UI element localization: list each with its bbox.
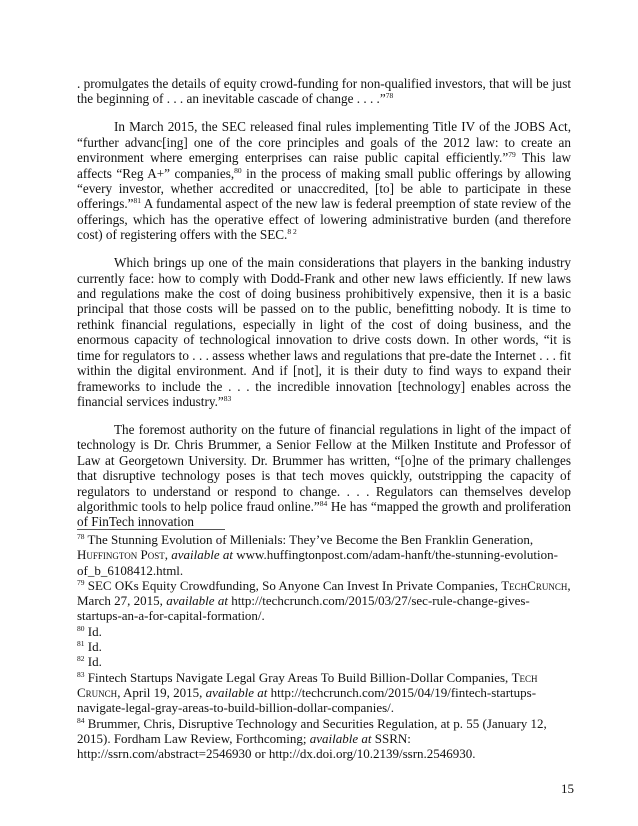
footnote-78: [77, 532, 571, 578]
footnote-text: Id.: [84, 639, 102, 655]
footnote-text: The Stunning Evolution of Millenials: They’ve Become the Ben Franklin Generation,: [84, 532, 534, 547]
footnotes: [77, 532, 571, 761]
footnote-available-at: available at: [309, 730, 372, 746]
footnote-separator: [77, 529, 225, 530]
paragraph-text: A fundamental aspect of the new law is federal preemption of state review of the offerings, which has the operative effect of lowering administrative burden (and therefore cost) of registering offers with the SEC.: [77, 196, 571, 243]
footnote-number: 82: [77, 654, 85, 664]
footnote-81: [77, 639, 571, 654]
footnote-80: [77, 624, 571, 639]
footnote-84: [77, 716, 571, 762]
footnote-number: 81: [77, 639, 85, 649]
footnote-ref-80[interactable]: 80: [234, 165, 242, 175]
footnote-text: , March 27, 2015,: [77, 577, 571, 609]
footnote-link[interactable]: http://techcrunch.com/2015/04/19/fintech-startups-navigate-legal-gray-areas-to-build-billion-dollar-companies/.: [77, 684, 537, 716]
paragraph-text: This law affects “Reg A+” companies,: [77, 150, 571, 181]
paragraph-text: In March 2015, the SEC released final rules implementing Title IV of the JOBS Act, “further advanc[ing] one of the core principles and goals of the 2012 law: to create an environment where emerging enterprises can raise public capital efficiently.”: [77, 119, 571, 166]
footnote-available-at: available at: [166, 593, 228, 609]
footnote-ref-79[interactable]: 79: [508, 150, 516, 160]
footnote-text: SEC OKs Equity Crowdfunding, So Anyone Can Invest In Private Companies,: [84, 577, 502, 593]
footnote-number: 79: [77, 577, 85, 587]
page-number: 15: [561, 781, 574, 796]
footnote-available-at: available at: [171, 547, 233, 563]
paragraph-text: He has “mapped the growth and proliferation of FinTech innovation: [77, 498, 572, 530]
footnote-available-at: available at: [205, 684, 268, 700]
footnote-link[interactable]: www.huffingtonpost.com/adam-hanft/the-stunning-evolution-of_b_6108412.html.: [77, 547, 558, 578]
paragraph-text: in the process of making small public offerings by allowing “every investor, whether accredited or unaccredited, [to] be able to participate in these offerings.”: [77, 165, 571, 212]
footnote-ref-78[interactable]: 78: [385, 91, 394, 101]
footnote-source: TechCrunch: [501, 577, 568, 593]
paragraph-jobs-act: [77, 119, 571, 242]
footnote-number: 78: [77, 532, 85, 541]
paragraph-banking-industry: [77, 255, 571, 409]
footnote-text: Id.: [84, 623, 102, 639]
footnote-source: Huffington Post: [77, 547, 165, 563]
footnote-comma: ,: [164, 547, 172, 563]
footnote-ref-84[interactable]: 84: [319, 498, 328, 508]
footnote-ref-83[interactable]: 83: [223, 393, 232, 403]
footnote-83: [77, 670, 571, 716]
footnote-link[interactable]: http://techcrunch.com/2015/03/27/sec-rule-change-gives-startups-an-a-for-capital-formation/.: [77, 593, 530, 624]
paragraph-text: The foremost authority on the future of financial regulations in light of the impact of technology is Dr. Chris Brummer, a Senior Fellow at the Milken Institute and Professor of Law at Georgetown University. Dr. Brummer has written, “[o]ne of the primary challenges that disruptive technology poses is that tech moves quickly, outstripping the capacity of regulators to understand or respond to change. . . . Regulators can themselves develop algorithmic tools to help police fraud online.”: [77, 421, 571, 514]
footnote-text: Brummer, Chris, Disruptive Technology and Securities Regulation, at p. 55 (January 12, 2015). Fordham Law Review, Forthcoming;: [77, 715, 547, 746]
footnote-ref-81[interactable]: 81: [133, 196, 142, 206]
footnote-text: Id.: [84, 654, 102, 670]
footnote-ref-82[interactable]: 8 2: [287, 227, 297, 237]
footnote-number: 80: [77, 623, 85, 633]
paragraph-text: . promulgates the details of equity crowd-funding for non-qualified investors, that will be just the beginning of . . . an inevitable cascade of change . . . .”: [77, 76, 571, 107]
paragraph-text: Which brings up one of the main considerations that players in the banking industry currently face: how to comply with Dodd-Frank and other new laws efficiently. If new laws and regulations make the cost of doing business prohibitively expensive, then it is a basic principal that those costs will be passed on to the public, benefitting nobody. It is time to rethink financial regulations, especially in light of the cost of doing business, and the enormous capacity of technological innovation to drive costs down. In other words, “it is time for regulators to . . . assess whether laws and regulations that pre-date the Internet . . . fit within the digital environment. And if [not], it is their duty to find ways to expand their frameworks to include the . . . the incredible innovation [technology] enables across the financial services industry.”: [77, 255, 571, 409]
footnote-number: 83: [77, 669, 85, 679]
footnote-link[interactable]: SSRN: http://ssrn.com/abstract=2546930 or http://dx.doi.org/10.2139/ssrn.2546930.: [77, 730, 476, 762]
paragraph-brummer: [77, 422, 571, 530]
footnote-text: Fintech Startups Navigate Legal Gray Areas To Build Billion-Dollar Companies,: [84, 669, 512, 685]
footnote-source: Tech Crunch: [77, 669, 538, 700]
footnote-number: 84: [77, 715, 85, 725]
paragraph-continuation: [77, 76, 571, 107]
footnote-82: [77, 654, 571, 669]
body-text: [77, 76, 571, 530]
footnote-text: , April 19, 2015,: [117, 684, 206, 700]
footnote-79: [77, 578, 571, 624]
